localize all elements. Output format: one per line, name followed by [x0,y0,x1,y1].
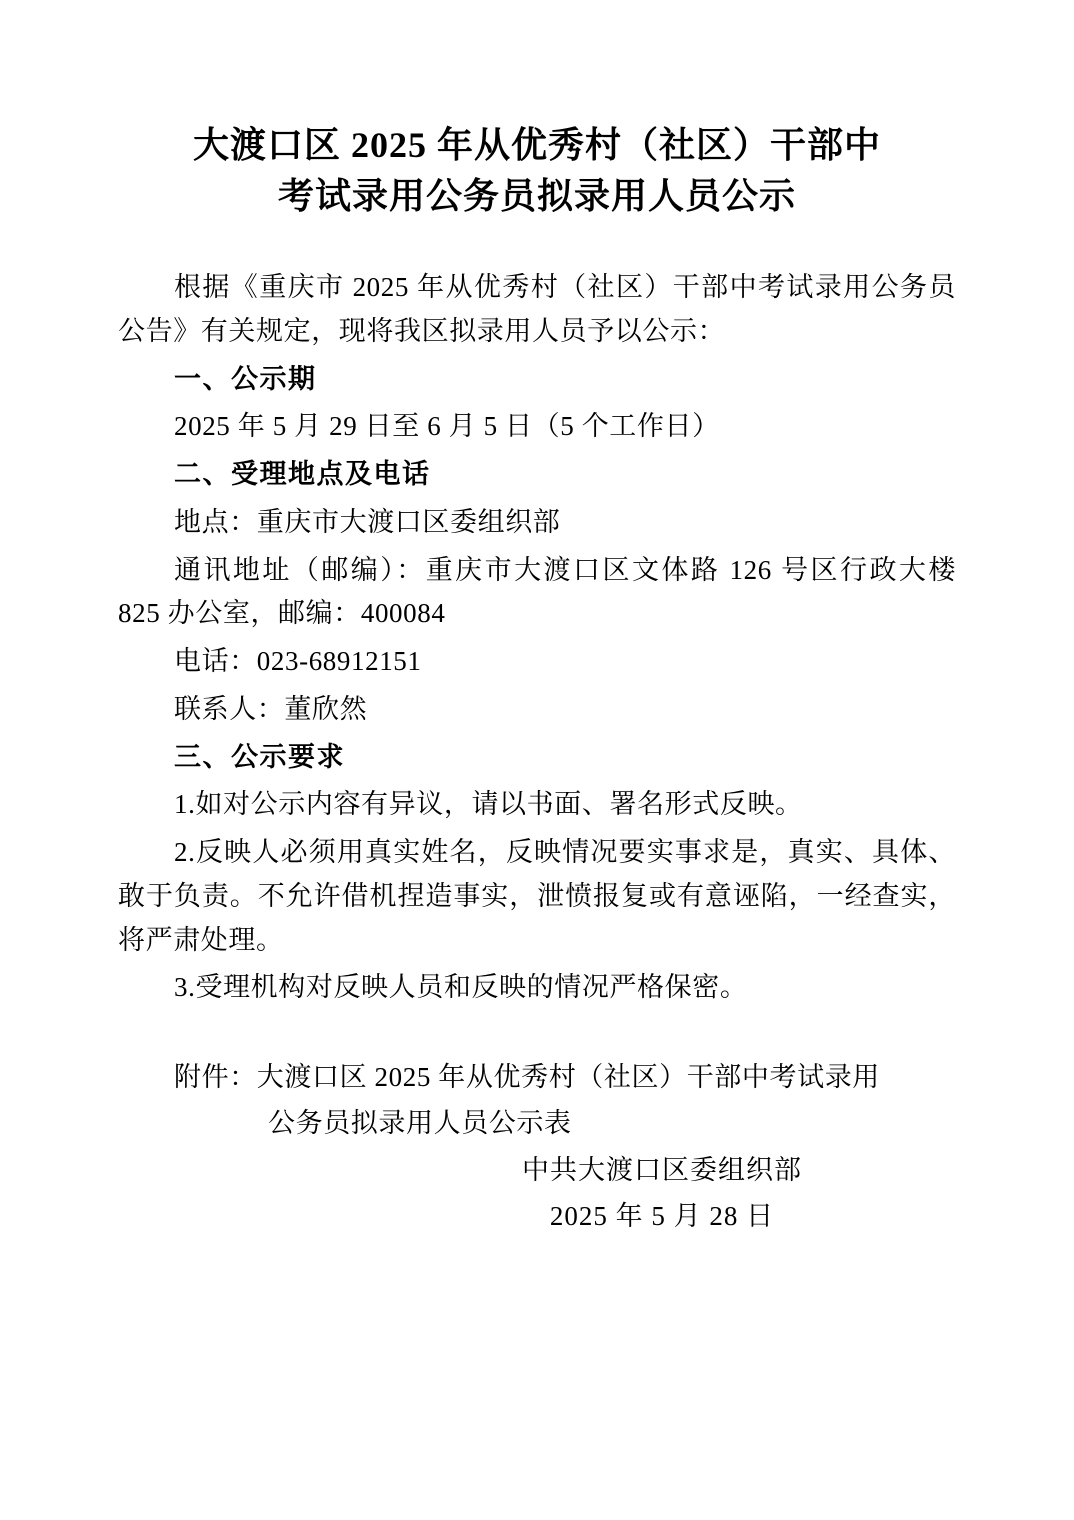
page-title-line-2: 考试录用公务员拟录用人员公示 [277,176,796,217]
attachment-line-2: 公务员拟录用人员公示表 [268,1107,572,1138]
section-3-body-3: 3.受理机构对反映人员和反映的情况严格保密。 [174,972,748,1003]
section-2-body-2: 通讯地址（邮编）：重庆市大渡口区文体路 126 号区行政大楼 825 办公室，邮编：400084 [118,554,956,629]
section-2-body-4: 联系人：董欣然 [174,693,368,724]
section-3-body-1: 1.如对公示内容有异议，请以书面、署名形式反映。 [174,789,803,820]
section-heading-2: 二、受理地点及电话 [174,459,431,490]
section-2-body-3: 电话：023-68912151 [174,646,422,677]
page-title-line-1: 大渡口区 2025 年从优秀村（社区）干部中 [192,125,881,165]
signature-organization: 中共大渡口区委组织部 [522,1155,802,1186]
section-heading-3: 三、公示要求 [174,741,345,772]
section-1-body-1: 2025 年 5 月 29 日至 6 月 5 日（5 个工作日） [174,411,720,442]
section-3-body-2: 2.反映人必须用真实姓名，反映情况要实事求是，真实、具体、敢于负责。不允许借机捏造事实，泄愤报复或有意诬陷，一经查实，将严肃处理。 [118,837,956,955]
section-heading-1: 一、公示期 [174,363,317,394]
page-title [118,120,956,222]
attachment-line-1: 附件：大渡口区 2025 年从优秀村（社区）干部中考试录用 [174,1061,880,1092]
signature-date: 2025 年 5 月 28 日 [549,1201,775,1232]
section-2-body-1: 地点：重庆市大渡口区委组织部 [174,506,561,537]
intro-paragraph: 根据《重庆市 2025 年从优秀村（社区）干部中考试录用公务员公告》有关规定，现将我区拟录用人员予以公示： [118,272,956,346]
